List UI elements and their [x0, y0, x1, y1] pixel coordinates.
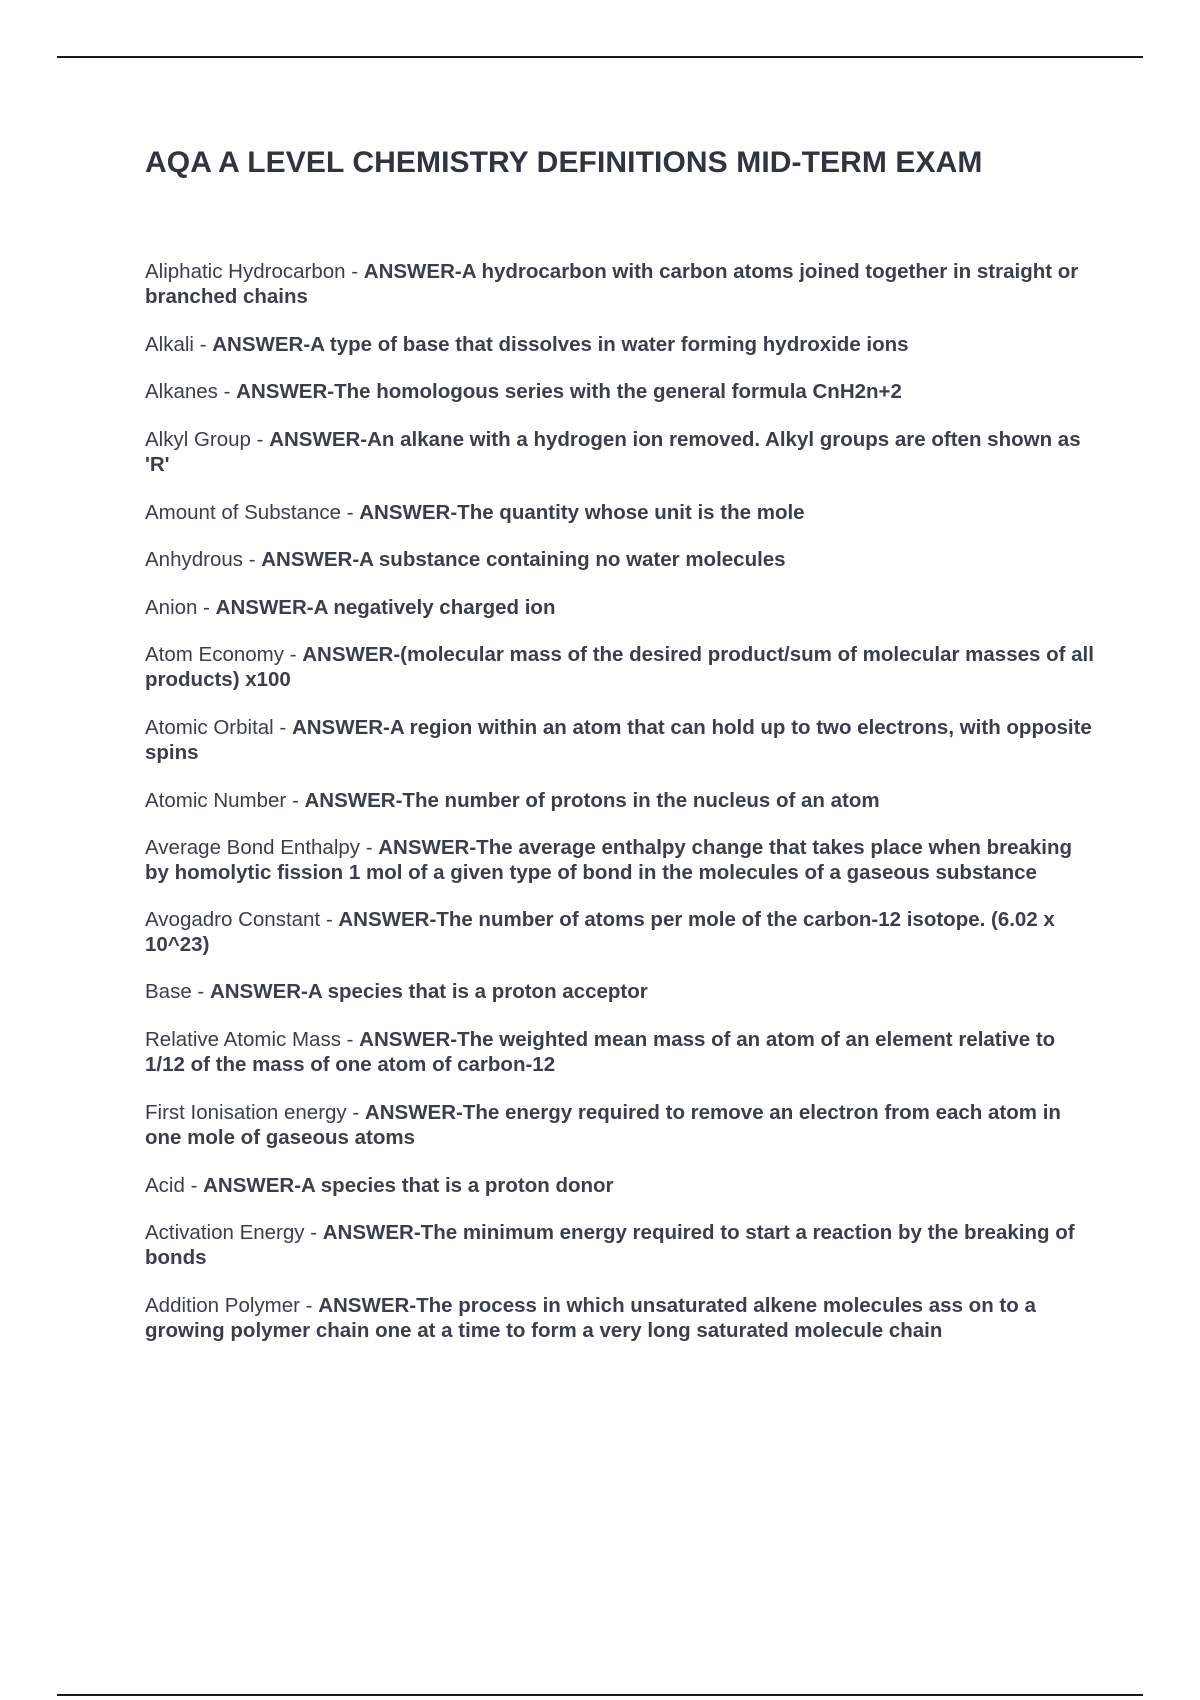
definition-separator: - [346, 1101, 365, 1124]
definition-answer: ANSWER-The homologous series with the general formula CnH2n+2 [236, 380, 902, 403]
definition-answer: ANSWER-A substance containing no water molecules [261, 548, 786, 571]
definition-term: Anion [145, 596, 198, 619]
definition-separator: - [360, 836, 379, 859]
definition-answer: ANSWER-The average enthalpy change that takes place when breaking by homolytic fission 1 mol of a given type of bond in the molecules of a gaseous substance [145, 836, 1073, 884]
definition-item [145, 1027, 1095, 1077]
definition-term: Amount of Substance [145, 501, 342, 524]
definition-separator: - [250, 428, 270, 451]
definition-term: Addition Polymer [145, 1294, 300, 1317]
definition-answer: ANSWER-A region within an atom that can hold up to two electrons, with opposite spins [145, 716, 1092, 764]
definition-separator: - [340, 1028, 360, 1051]
definition-answer: ANSWER-The weighted mean mass of an atom of an element relative to 1/12 of the mass of one atom of carbon-12 [145, 1028, 1056, 1076]
definition-term: Avogadro Constant [145, 908, 321, 931]
definition-answer: ANSWER-The minimum energy required to start a reaction by the breaking of bonds [145, 1221, 1075, 1269]
definition-answer: ANSWER-The quantity whose unit is the mole [359, 501, 805, 524]
definition-answer: ANSWER-An alkane with a hydrogen ion removed. Alkyl groups are often shown as 'R' [145, 428, 1081, 476]
definition-separator: - [194, 333, 213, 356]
definition-separator: - [341, 501, 360, 524]
definition-separator: - [273, 716, 292, 739]
definition-item [145, 715, 1095, 765]
definition-item [145, 979, 1095, 1004]
definition-item [145, 1100, 1095, 1150]
definition-term: First Ionisation energy [145, 1101, 347, 1124]
definition-term: Anhydrous [145, 548, 244, 571]
definition-answer: ANSWER-A species that is a proton acceptor [209, 980, 648, 1003]
definition-separator: - [197, 596, 216, 619]
definition-item [145, 907, 1095, 957]
definition-item [145, 427, 1095, 477]
definition-separator: - [217, 380, 237, 403]
definition-separator: - [191, 980, 210, 1003]
definition-answer: ANSWER-The energy required to remove an electron from each atom in one mole of gaseous atoms [145, 1101, 1061, 1149]
definition-item [145, 500, 1095, 525]
definition-term: Atomic Orbital [145, 716, 274, 739]
definition-term: Alkyl Group [145, 428, 251, 451]
definition-separator: - [320, 908, 339, 931]
definition-separator: - [243, 548, 262, 571]
definition-term: Activation Energy [145, 1221, 305, 1244]
definition-item [145, 1220, 1095, 1270]
page-title: AQA A LEVEL CHEMISTRY DEFINITIONS MID-TERM EXAM [145, 146, 983, 179]
definition-separator: - [184, 1174, 204, 1197]
definition-answer: ANSWER-A hydrocarbon with carbon atoms joined together in straight or branched chains [145, 260, 1079, 308]
definition-item [145, 642, 1095, 692]
definition-item [145, 547, 1095, 572]
definition-separator: - [345, 260, 364, 283]
definition-item [145, 379, 1095, 404]
definition-answer: ANSWER-The process in which unsaturated alkene molecules ass on to a growing polymer chain one at a time to form a very long saturated molecule chain [145, 1294, 1036, 1342]
definition-term: Atom Economy [145, 643, 284, 666]
definition-separator: - [304, 1221, 323, 1244]
definition-separator: - [286, 789, 305, 812]
definition-answer: ANSWER-A type of base that dissolves in water forming hydroxide ions [212, 333, 909, 356]
definition-answer: ANSWER-A species that is a proton donor [203, 1174, 614, 1197]
bottom-divider [57, 1694, 1143, 1696]
definition-item [145, 595, 1095, 620]
definition-term: Average Bond Enthalpy [145, 836, 361, 859]
definition-term: Acid [145, 1174, 185, 1197]
definition-answer: ANSWER-The number of protons in the nucleus of an atom [304, 789, 880, 812]
definition-separator: - [299, 1294, 319, 1317]
top-divider [57, 56, 1143, 58]
definition-term: Aliphatic Hydrocarbon [145, 260, 346, 283]
definition-answer: ANSWER-The number of atoms per mole of the carbon-12 isotope. (6.02 x 10^23) [145, 908, 1055, 956]
definition-term: Alkali [145, 333, 194, 356]
definition-answer: ANSWER-(molecular mass of the desired product/sum of molecular masses of all products) x100 [145, 643, 1094, 691]
definition-item [145, 1173, 1095, 1198]
definition-item [145, 788, 1095, 813]
definition-item [145, 259, 1095, 309]
definition-item [145, 835, 1095, 885]
definition-term: Alkanes [145, 380, 218, 403]
definition-item [145, 332, 1095, 357]
definition-answer: ANSWER-A negatively charged ion [215, 596, 556, 619]
definitions-list [145, 259, 1095, 1343]
definition-term: Base [145, 980, 192, 1003]
definition-item [145, 1293, 1095, 1343]
definition-separator: - [284, 643, 303, 666]
definition-term: Relative Atomic Mass [145, 1028, 341, 1051]
definition-term: Atomic Number [145, 789, 287, 812]
